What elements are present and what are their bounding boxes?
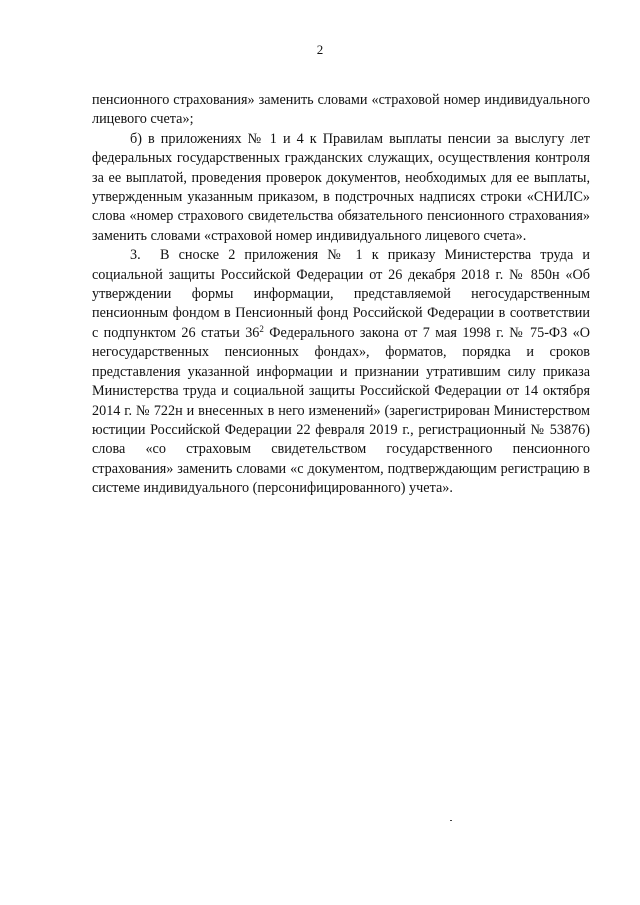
superscript: 2: [259, 323, 264, 334]
paragraph-continuation: пенсионного страхования» заменить словами «страховой номер индивидуального лицевого счета»;: [92, 92, 590, 128]
paragraph-item-3: [92, 246, 590, 498]
paragraph-item-b: б) в приложениях № 1 и 4 к Правилам выплаты пенсии за выслугу лет федеральных государственных гражданских служащих, осуществления контроля за ее выплатой, проведения проверок документов, необходимых для ее выплаты, утвержденным указанным приказом, в подстрочных надписях строки «СНИЛС» слова «номер страхового свидетельства обязательного пенсионного страхования» заменить словами «страховой номер индивидуального лицевого счета».: [92, 130, 590, 244]
document-body: [92, 91, 590, 499]
paragraph-text-part-2: Федерального закона от 7 мая 1998 г. № 75-ФЗ «О негосударственных пенсионных фондах», форматов, порядка и сроков представления указанной информации и признании утратившим силу приказа Министерства труда и социальной защиты Российской Федерации от 14 октября 2014 г. № 722н и внесенных в него изменений» (зарегистрирован Министерством юстиции Российской Федерации 22 февраля 2019 г., регистрационный № 53876) слова «со страховым свидетельством государственного пенсионного страхования» заменить словами «с документом, подтверждающим регистрацию в системе индивидуального (персонифицированного) учета».: [92, 324, 590, 497]
paragraph-text-part-1: В сноске 2 приложения № 1 к приказу Министерства труда и социальной защиты Российской Федерации от 26 декабря 2018 г. № 850н «Об утверждении формы информации, представляемой негосударственным пенсионным фондом в Пенсионный фонд Российской Федерации в соответствии с подпунктом 26 статьи 36: [92, 247, 590, 341]
scan-speck: [450, 820, 452, 821]
item-number: 3.: [130, 247, 141, 264]
page-number: 2: [316, 42, 324, 57]
